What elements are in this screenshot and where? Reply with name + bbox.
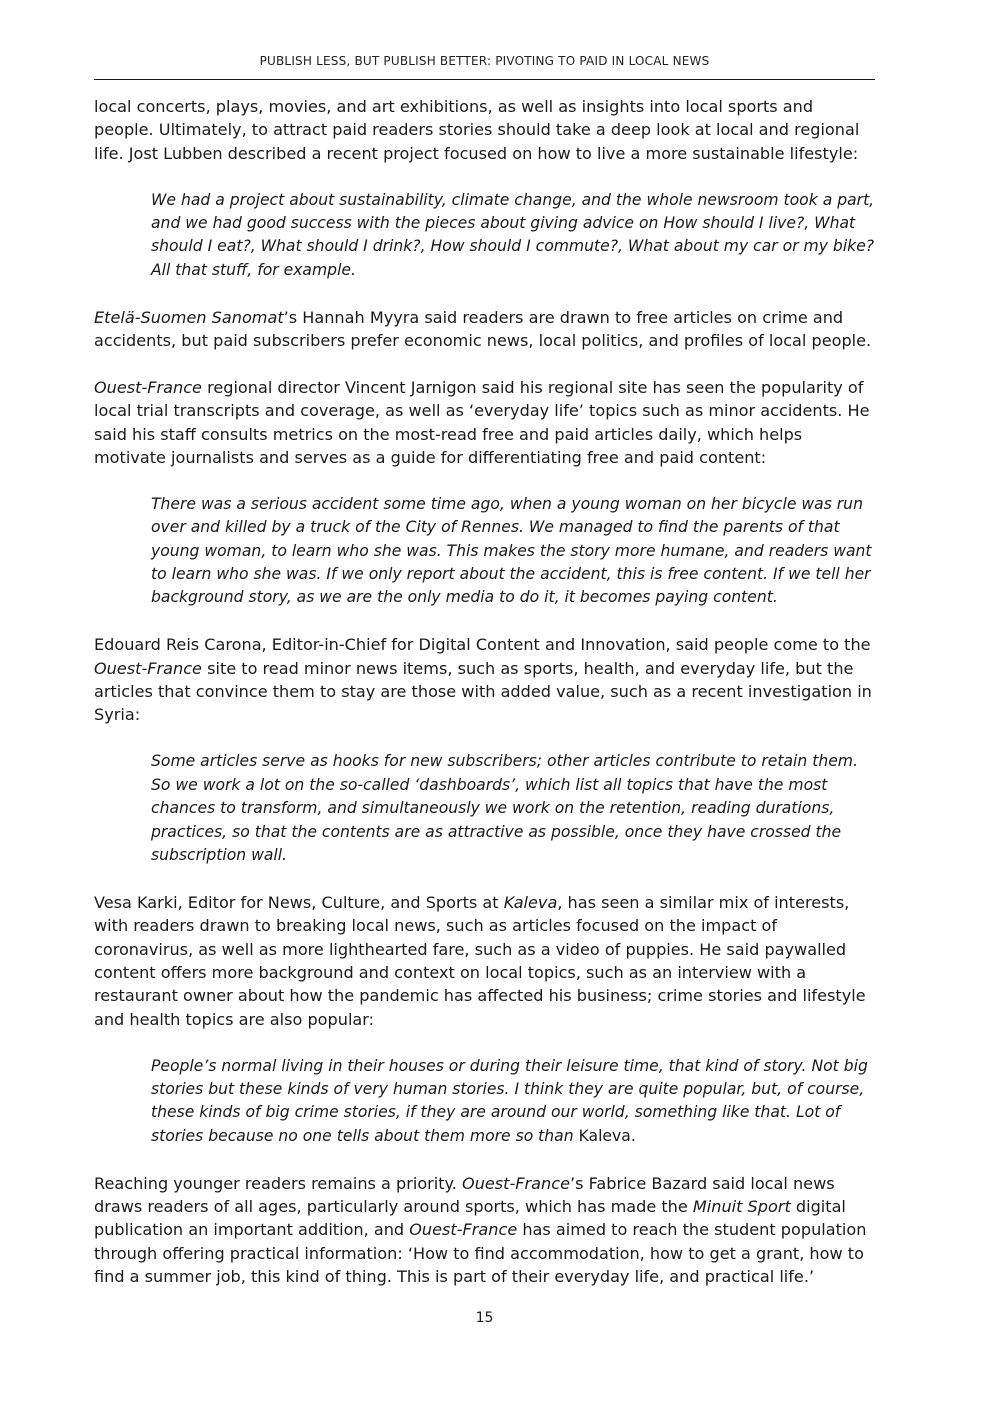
body-paragraph-6	[94, 1172, 875, 1289]
publication-name: Ouest-France	[409, 1220, 518, 1240]
block-quote-1: We had a project about sustainability, climate change, and the whole newsroom took a part, and we had good success with the pieces about giving advice on How should I live?, What should I eat?, What should I drink?, How should I commute?, What about my car or my bike? All that stuff, for example.	[151, 190, 875, 279]
body-paragraph-1: local concerts, plays, movies, and art exhibitions, as well as insights into local sports and people. Ultimately, to attract paid readers stories should take a deep look at local and regional life. Jost Lubben described a recent project focused on how to live a more sustainable lifestyle:	[94, 97, 860, 163]
publication-name: Kaleva	[503, 892, 558, 912]
paragraph-text: regional director Vincent Jarnigon said his regional site has seen the popularity of local trial transcripts and coverage, as well as ‘everyday life’ topics such as minor accidents. He said his staff consults metrics on the most-read free and paid articles daily, which helps motivate journalists and serves as a guide for differentiating free and paid content:	[94, 377, 870, 468]
paragraph-text: digital publication an important addition, and	[94, 1196, 846, 1240]
publication-name: Ouest-France	[462, 1173, 570, 1193]
quote-end: .	[630, 1126, 636, 1145]
body-paragraph-3	[94, 376, 875, 470]
body-paragraph-4	[94, 633, 875, 727]
paragraph-text: has aimed to reach the student population through offering practical information: ‘How to find accommodation, how to get a grant, how to find a summer job, this kind of thing. This is part of their everyday life, and practical life.’	[94, 1220, 867, 1287]
paragraph-gap	[94, 1148, 875, 1171]
publication-name: Minuit Sport	[692, 1196, 791, 1216]
publication-name: Ouest-France	[94, 658, 202, 678]
block-quote-2: There was a serious accident some time ago, when a young woman on her bicycle was run over and killed by a truck of the City of Rennes. We managed to find the parents of that young woman, to learn who she was. This makes the story more humane, and readers want to learn who she was. If we only report about the accident, this is free content. If we tell her background story, as we are the only media to do it, it becomes paying content.	[151, 494, 872, 607]
paragraph-gap	[94, 610, 875, 633]
body-paragraph-2	[94, 306, 875, 353]
paragraph-gap	[94, 867, 875, 890]
publication-name: Etelä-Suomen Sanomat	[94, 307, 284, 327]
publication-name: Ouest-France	[94, 377, 202, 397]
paragraph-text: Reaching younger readers remains a priority.	[94, 1173, 463, 1193]
quote-text: People’s normal living in their houses or during their leisure time, that kind of story. Not big stories but these kinds of very human stories. I think they are quite popular, but, of course, these kinds of big crime stories, if they are around our world, something like that. Lot of stories because no one tells about them more so than	[151, 1056, 868, 1145]
block-quote-4	[151, 1055, 875, 1149]
header-rule	[94, 79, 875, 80]
running-header: PUBLISH LESS, BUT PUBLISH BETTER: PIVOTING TO PAID IN LOCAL NEWS	[259, 54, 710, 68]
body-paragraph-5	[94, 891, 875, 1031]
paragraph-gap	[94, 282, 875, 305]
paragraph-gap	[94, 727, 875, 750]
paragraph-text: Edouard Reis Carona, Editor-in-Chief for Digital Content and Innovation, said people come to the	[94, 635, 871, 655]
article-body	[94, 95, 875, 1289]
paragraph-text: ’s Hannah Myyra said readers are drawn to free articles on crime and accidents, but paid subscribers prefer economic news, local politics, and profiles of local people.	[94, 307, 872, 351]
paragraph-text: Vesa Karki, Editor for News, Culture, and Sports at	[94, 892, 504, 912]
paragraph-text: ’s Fabrice Bazard said local news draws readers of all ages, particularly around sports, which has made the	[94, 1173, 835, 1216]
publication-name: Kaleva	[578, 1126, 631, 1145]
block-quote-3: Some articles serve as hooks for new subscribers; other articles contribute to retain them. So we work a lot on the so-called ‘dashboards’, which list all topics that have the most chances to transform, and simultaneously we work on the retention, reading durations, practices, so that the contents are as attractive as possible, once they have crossed the subscription wall.	[151, 752, 858, 864]
paragraph-text: site to read minor news items, such as sports, health, and everyday life, but the articles that convince them to stay are those with added value, such as a recent investigation in Syria:	[94, 658, 872, 725]
paragraph-text: , has seen a similar mix of interests, with readers drawn to breaking local news, such as articles focused on the impact of coronavirus, as well as more lighthearted fare, such as a video of puppies. He said paywalled content offers more background and context on local topics, such as an interview with a restaurant owner about how the pandemic has affected his business; crime stories and lifestyle and health topics are also popular:	[94, 892, 866, 1029]
paragraph-gap	[94, 352, 875, 375]
page-number: 15	[475, 1310, 494, 1326]
paragraph-gap	[94, 469, 875, 492]
paragraph-gap	[94, 1031, 875, 1054]
paragraph-gap	[94, 165, 875, 188]
